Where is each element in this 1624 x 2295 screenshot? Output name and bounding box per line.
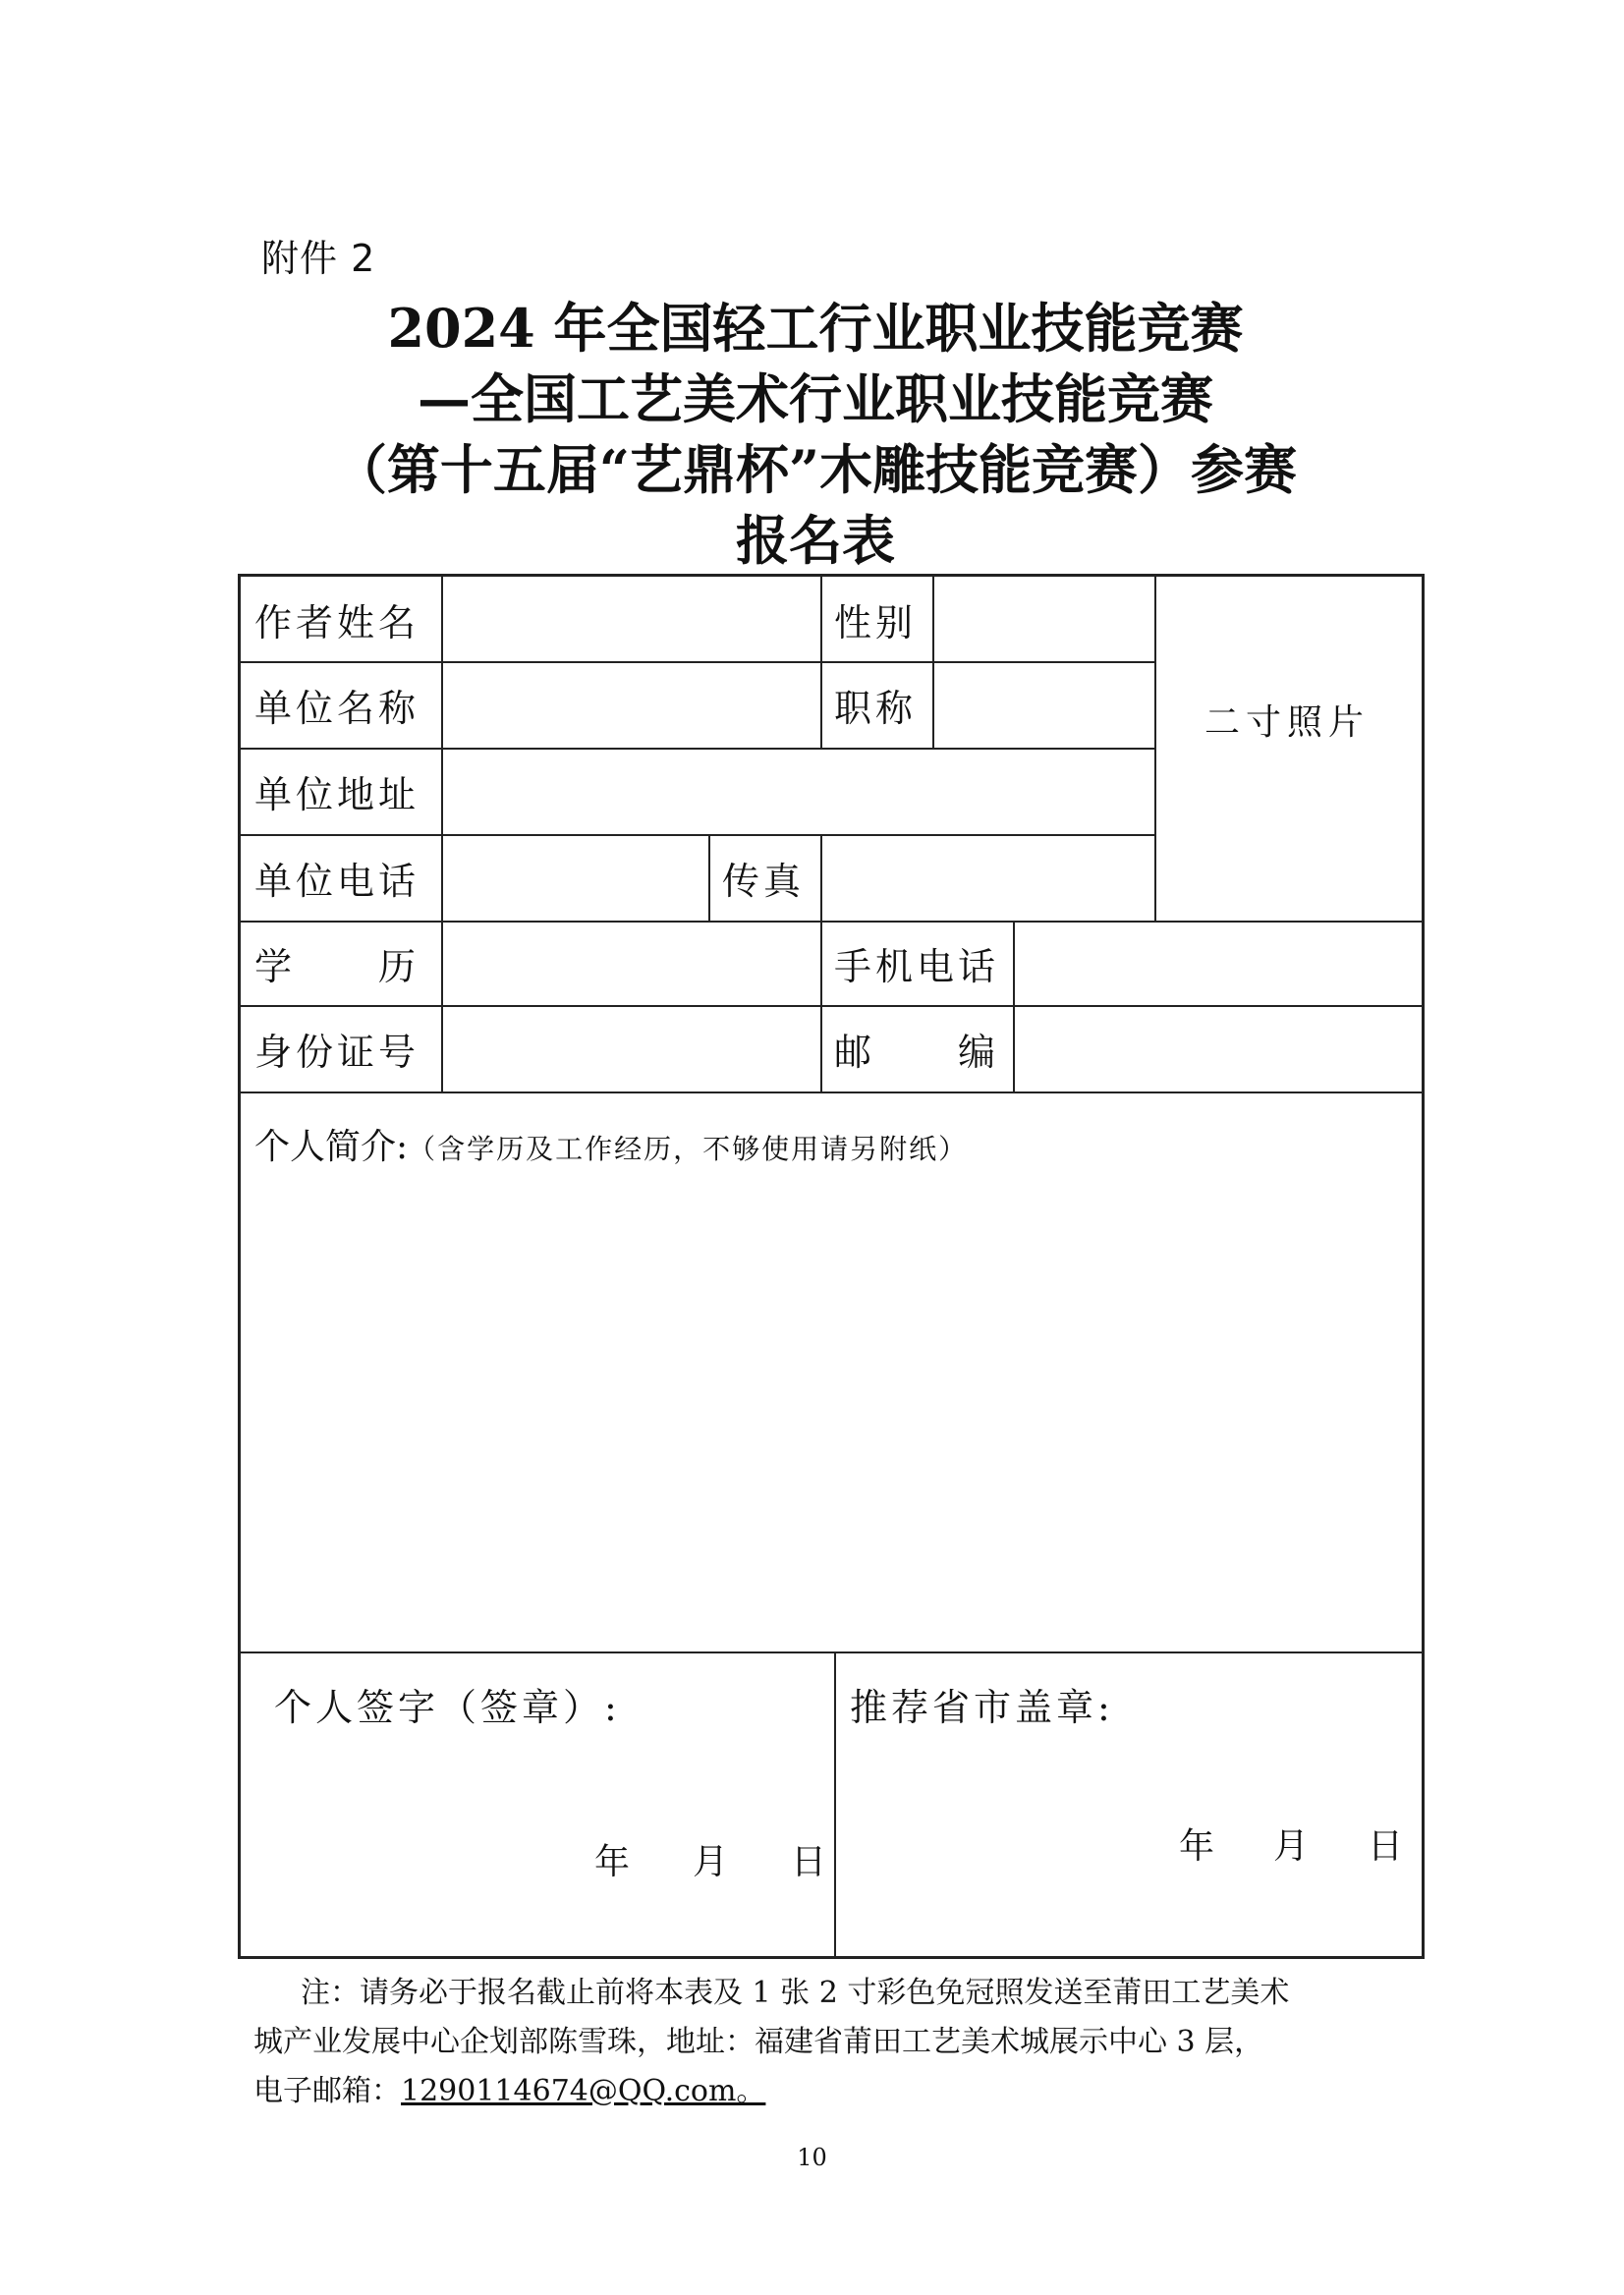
- personal-intro-field[interactable]: [241, 1166, 1422, 1648]
- education-label: 学 历: [254, 944, 420, 988]
- unit-name-label: 单位名称: [254, 686, 420, 730]
- date-year: 年: [1179, 1826, 1215, 1867]
- date-month: 月: [1273, 1826, 1310, 1867]
- id-number-label: 身份证号: [254, 1030, 420, 1074]
- title-line-3: （第十五届“艺鼎杯”木雕技能竞赛）参赛: [333, 438, 1298, 501]
- job-title-label: 职称: [834, 686, 918, 730]
- intro-note: （含学历及工作经历，不够使用请另附纸）: [408, 1133, 969, 1165]
- footnote: [253, 1969, 1403, 2116]
- stamp-label: 推荐省市盖章:: [850, 1686, 1114, 1729]
- attachment-label: 附件 2: [261, 237, 376, 280]
- unit-name-field[interactable]: [443, 661, 820, 748]
- intro-label: 个人简介:: [254, 1127, 409, 1167]
- date-month: 月: [693, 1842, 729, 1882]
- unit-address-field[interactable]: [443, 748, 1154, 834]
- id-number-field[interactable]: [443, 1005, 820, 1092]
- email-link[interactable]: 1290114674@QQ.com。: [401, 2074, 766, 2108]
- date-year: 年: [594, 1842, 631, 1882]
- unit-phone-field[interactable]: [443, 834, 708, 921]
- gender-field[interactable]: [934, 577, 1154, 661]
- footnote-line-1: 注：请务必于报名截止前将本表及 1 张 2 寸彩色免冠照发送至莆田工艺美术: [301, 1976, 1290, 2010]
- education-field[interactable]: [443, 921, 820, 1005]
- col-divider: [834, 1651, 836, 1956]
- fax-field[interactable]: [822, 834, 1154, 921]
- unit-address-label: 单位地址: [254, 772, 420, 816]
- footnote-line-3: [253, 2067, 1403, 2116]
- signature-date[interactable]: [594, 1834, 826, 1884]
- row-divider: [241, 1651, 1422, 1653]
- job-title-field[interactable]: [934, 661, 1154, 748]
- fax-label: 传真: [722, 859, 806, 903]
- date-day: 日: [1368, 1826, 1404, 1867]
- date-day: 日: [791, 1842, 827, 1882]
- footnote-line-2: 城产业发展中心企划部陈雪珠，地址：福建省莆田工艺美术城展示中心 3 层，: [253, 2025, 1264, 2059]
- row-divider: [241, 1092, 1422, 1093]
- email-prefix: 电子邮箱：: [253, 2074, 401, 2108]
- col-divider: [1154, 577, 1156, 921]
- signature-label: 个人签字（签章）:: [274, 1686, 621, 1729]
- author-name-label: 作者姓名: [254, 600, 420, 644]
- title-line-1: 2024 年全国轻工行业职业技能竞赛: [387, 297, 1244, 360]
- personal-intro: [254, 1119, 968, 1169]
- unit-phone-label: 单位电话: [254, 859, 420, 903]
- mobile-field[interactable]: [1015, 921, 1422, 1005]
- postcode-label: 邮 编: [834, 1030, 1000, 1074]
- page-number: 10: [797, 2144, 827, 2171]
- title-line-4: 报名表: [736, 509, 895, 572]
- stamp-date[interactable]: [1179, 1819, 1403, 1869]
- photo-placeholder[interactable]: 二寸照片: [1204, 702, 1370, 743]
- registration-form: [238, 574, 1425, 1959]
- gender-label: 性别: [834, 600, 918, 644]
- postcode-field[interactable]: [1015, 1005, 1422, 1092]
- title-line-2: —全国工艺美术行业职业技能竞赛: [418, 367, 1213, 430]
- document-title: [196, 293, 1434, 576]
- mobile-label: 手机电话: [834, 944, 1000, 988]
- author-name-field[interactable]: [443, 577, 820, 661]
